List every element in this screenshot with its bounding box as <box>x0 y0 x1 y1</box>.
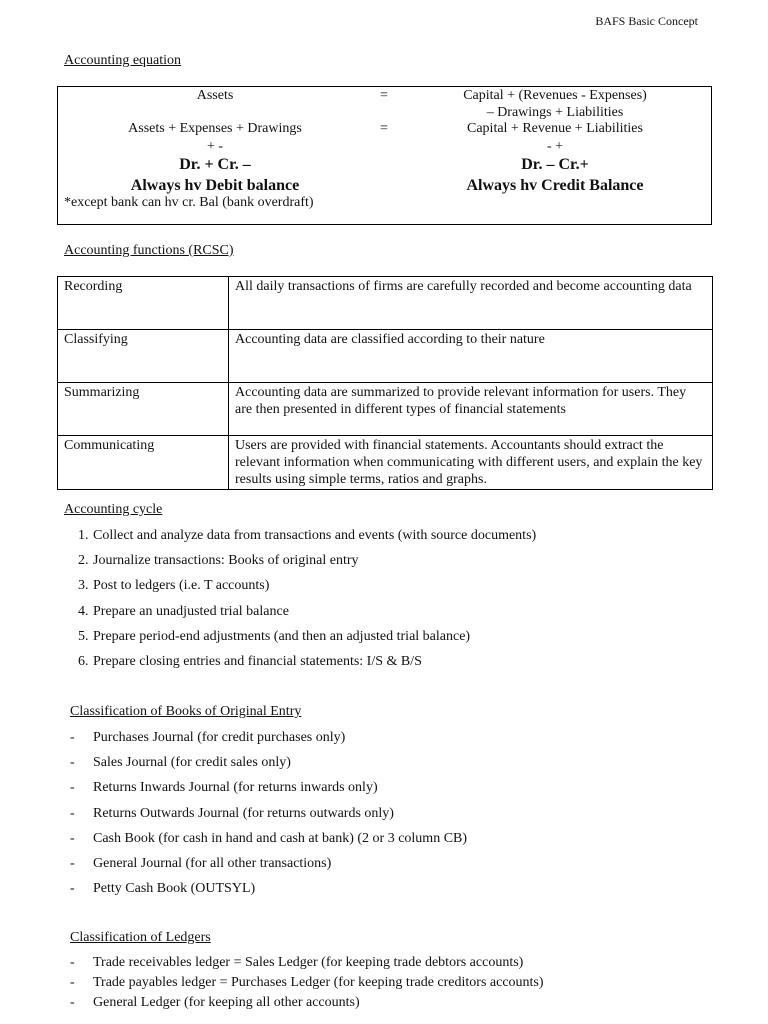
list-item: - Sales Journal (for credit sales only) <box>70 752 730 777</box>
table-row <box>58 436 713 490</box>
eq-row-3-equals: = <box>380 121 388 136</box>
function-label: Summarizing <box>58 383 229 436</box>
function-label: Communicating <box>58 436 229 490</box>
list-item: 4. Prepare an unadjusted trial balance <box>92 601 752 626</box>
list-item: - General Journal (for all other transactions) <box>70 853 730 878</box>
function-description: Accounting data are classified according to their nature <box>229 330 713 383</box>
list-item: - General Ledger (for keeping all other accounts) <box>70 993 730 1013</box>
function-description: Users are provided with financial statements. Accountants should extract the relevant information when communicating with different users, and explain the key results using simple terms, ratios and graphs. <box>229 436 713 490</box>
ledgers-list <box>70 953 730 1013</box>
list-item: - Returns Outwards Journal (for returns outwards only) <box>70 803 730 828</box>
books-of-original-entry-heading: Classification of Books of Original Entry <box>70 704 302 719</box>
accounting-functions-heading: Accounting functions (RCSC) <box>64 243 234 258</box>
list-item: 3. Post to ledgers (i.e. T accounts) <box>92 575 752 600</box>
list-item: - Trade receivables ledger = Sales Ledger (for keeping trade debtors accounts) <box>70 953 730 973</box>
function-description: Accounting data are summarized to provide relevant information for users. They are then presented in different types of financial statements <box>229 383 713 436</box>
debit-balance-note: Always hv Debit balance <box>130 177 300 194</box>
list-item: 5. Prepare period-end adjustments (and then an adjusted trial balance) <box>92 626 752 651</box>
list-item: - Purchases Journal (for credit purchases only) <box>70 727 730 752</box>
list-item: - Petty Cash Book (OUTSYL) <box>70 878 730 903</box>
document-header: BAFS Basic Concept <box>595 14 698 28</box>
eq-row-4-left: + - <box>206 139 224 154</box>
books-of-original-entry-list <box>70 727 730 903</box>
eq-row-1-left: Assets <box>196 88 234 103</box>
list-item: 1. Collect and analyze data from transactions and events (with source documents) <box>92 525 752 550</box>
accounting-equation-box <box>57 86 712 225</box>
list-item: - Trade payables ledger = Purchases Ledger (for keeping trade creditors accounts) <box>70 973 730 993</box>
eq-row-5-left: Dr. + Cr. – <box>179 156 251 173</box>
function-description: All daily transactions of firms are carefully recorded and become accounting data <box>229 277 713 330</box>
list-item: - Cash Book (for cash in hand and cash at bank) (2 or 3 column CB) <box>70 828 730 853</box>
bank-overdraft-note: *except bank can hv cr. Bal (bank overdraft) <box>64 195 314 210</box>
eq-row-5-right: Dr. – Cr.+ <box>521 156 589 173</box>
accounting-cycle-list <box>62 525 752 676</box>
list-item: - Returns Inwards Journal (for returns inwards only) <box>70 777 730 802</box>
accounting-cycle-heading: Accounting cycle <box>64 502 163 517</box>
eq-row-1-right: Capital + (Revenues - Expenses) <box>463 88 647 103</box>
function-label: Recording <box>58 277 229 330</box>
eq-row-4-right: - + <box>546 139 564 154</box>
eq-row-2-right: – Drawings + Liabilities <box>486 105 624 120</box>
accounting-equation-heading: Accounting equation <box>64 53 182 68</box>
table-row <box>58 383 713 436</box>
function-label: Classifying <box>58 330 229 383</box>
eq-row-3-left: Assets + Expenses + Drawings <box>128 121 302 136</box>
credit-balance-note: Always hv Credit Balance <box>466 177 644 194</box>
table-row <box>58 330 713 383</box>
eq-row-1-equals: = <box>380 88 388 103</box>
accounting-functions-table <box>57 276 713 490</box>
list-item: 2. Journalize transactions: Books of original entry <box>92 550 752 575</box>
ledgers-heading: Classification of Ledgers <box>70 930 211 945</box>
eq-row-3-right: Capital + Revenue + Liabilities <box>467 121 643 136</box>
table-row <box>58 277 713 330</box>
list-item: 6. Prepare closing entries and financial statements: I/S & B/S <box>92 651 752 676</box>
